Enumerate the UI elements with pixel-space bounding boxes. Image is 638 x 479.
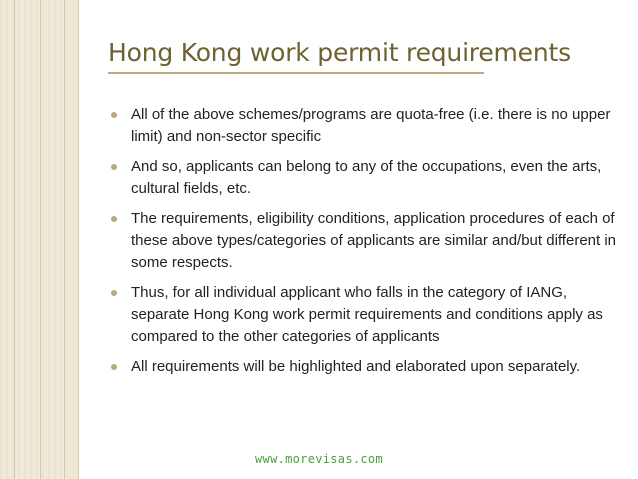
bullet-dot-icon xyxy=(111,364,117,370)
decorative-line xyxy=(78,0,79,479)
bullet-dot-icon xyxy=(111,112,117,118)
decorative-line xyxy=(14,0,15,479)
bullet-item xyxy=(106,208,616,274)
bullet-text: And so, applicants can belong to any of the occupations, even the arts, cultural fields, etc. xyxy=(131,158,602,197)
bullet-list xyxy=(106,104,616,386)
bullet-item xyxy=(106,104,616,148)
bullet-text: The requirements, eligibility conditions, application procedures of each of these above types/categories of applicants are similar and/but different in some respects. xyxy=(131,210,617,271)
bullet-dot-icon xyxy=(111,164,117,170)
bullet-dot-icon xyxy=(111,290,117,296)
footer-link[interactable]: www.morevisas.com xyxy=(255,452,383,466)
bullet-text: All of the above schemes/programs are quota-free (i.e. there is no upper limit) and non-sector specific xyxy=(131,106,611,145)
bullet-item xyxy=(106,282,616,348)
bullet-text: Thus, for all individual applicant who falls in the category of IANG, separate Hong Kong work permit requirements and conditions apply as compared to the other categories of applicants xyxy=(131,284,603,345)
bullet-text: All requirements will be highlighted and elaborated upon separately. xyxy=(131,358,581,375)
decorative-line xyxy=(64,0,65,479)
bullet-item xyxy=(106,156,616,200)
decorative-side-texture xyxy=(0,0,64,479)
slide-title: Hong Kong work permit requirements xyxy=(108,38,571,67)
bullet-item xyxy=(106,356,616,378)
bullet-dot-icon xyxy=(111,216,117,222)
decorative-line xyxy=(40,0,41,479)
title-underline xyxy=(108,72,484,74)
